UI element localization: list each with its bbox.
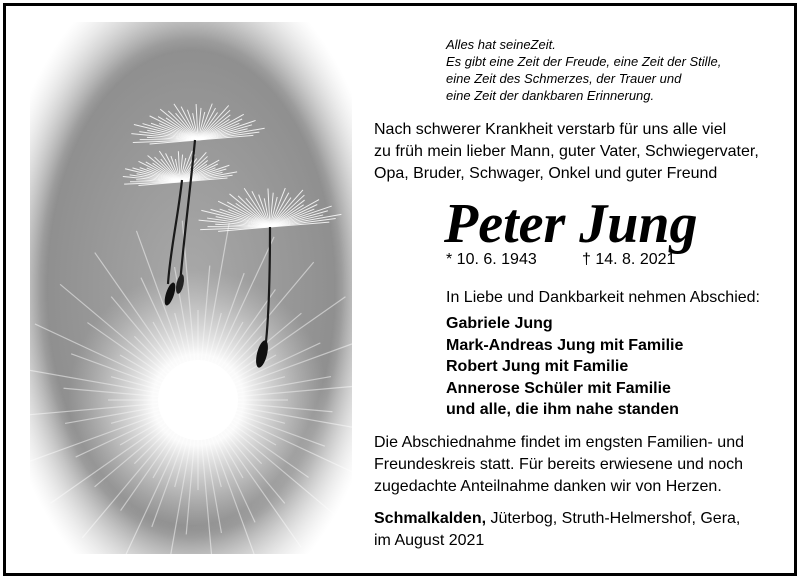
mourner-name: Gabriele Jung — [446, 315, 553, 332]
quote-line: eine Zeit der dankbaren Erinnerung. — [446, 88, 655, 103]
death-date: † 14. 8. 2021 — [582, 251, 676, 268]
mourner-name: Robert Jung mit Familie — [446, 358, 629, 375]
announcement-line: Nach schwerer Krankheit verstarb für uns alle viel — [374, 121, 727, 138]
funeral-note-line: zugedachte Anteilnahme danken wir von Herzen. — [374, 478, 722, 495]
birth-date: * 10. 6. 1943 — [446, 251, 537, 268]
funeral-note-line: Freundeskreis statt. Für bereits erwiesene und noch — [374, 456, 744, 473]
mourner-name: Mark-Andreas Jung mit Familie — [446, 336, 684, 354]
announcement-line: zu früh mein lieber Mann, guter Vater, Schwiegervater, — [374, 143, 759, 160]
place-others: Jüterbog, Struth-Helmershof, Gera, — [486, 510, 741, 527]
quote-line: eine Zeit des Schmerzes, der Trauer und — [446, 71, 682, 86]
quote-line: Es gibt eine Zeit der Freude, eine Zeit der Stille, — [446, 54, 722, 69]
notice-date: im August 2021 — [374, 532, 485, 549]
dandelion-sun-photo — [30, 22, 352, 554]
quote-line: Alles hat seineZeit. — [446, 37, 556, 52]
place-town: Schmalkalden, — [374, 510, 487, 527]
announcement-text — [374, 119, 794, 185]
mourner-name: Annerose Schüler mit Familie — [446, 379, 671, 397]
mourner-name: und alle, die ihm nahe standen — [446, 401, 679, 418]
mourners-heading: In Liebe und Dankbarkeit nehmen Abschied: — [446, 289, 760, 306]
funeral-note — [374, 432, 744, 498]
deceased-name: Peter Jung — [444, 193, 698, 255]
quote-verse — [446, 36, 786, 104]
place-and-date — [374, 508, 740, 552]
funeral-note-line: Die Abschiednahme findet im engsten Familien- und — [374, 434, 744, 451]
announcement-line: Opa, Bruder, Schwager, Onkel und guter Freund — [374, 165, 718, 182]
life-dates — [446, 250, 676, 270]
mourners-list — [446, 313, 683, 421]
